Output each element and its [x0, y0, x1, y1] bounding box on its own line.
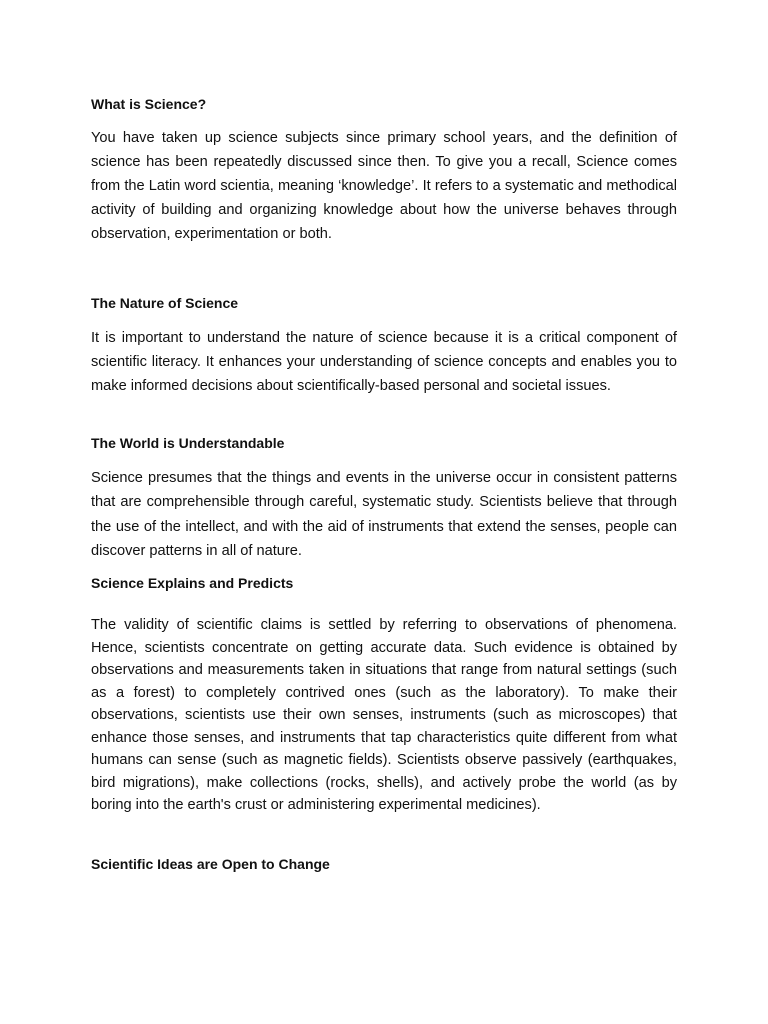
heading-what-is-science: What is Science? — [91, 96, 207, 112]
paragraph-science-explains-and-predicts: The validity of scientific claims is settled by referring to observations of phenomena. Hence, scientists concentrate on getting accurate data. Such evidence is obtained by observations and measurements taken in situations that range from natural settings (such as a forest) to completely contrived ones (such as the laboratory). To make their observations, scientists use their own senses, instruments (such as microscopes) that enhance those senses, and instruments that tap characteristics quite different from what humans can sense (such as magnetic fields). Scientists observe passively (earthquakes, bird migrations), make collections (rocks, shells), and actively probe the world (as by boring into the earth's crust or administering experimental medicines). — [91, 617, 677, 813]
heading-nature-of-science: The Nature of Science — [91, 295, 239, 311]
heading-world-is-understandable: The World is Understandable — [91, 435, 285, 451]
paragraph-world-is-understandable: Science presumes that the things and events in the universe occur in consistent patterns that are comprehensible through careful, systematic study. Scientists believe that through the use of the intellect, and with the aid of instruments that extend the senses, people can discover patterns in all of nature. — [91, 470, 677, 560]
heading-scientific-ideas-open-to-change: Scientific Ideas are Open to Change — [91, 856, 330, 872]
paragraph-what-is-science: You have taken up science subjects since primary school years, and the definition of science has been repeatedly discussed since then. To give you a recall, Science comes from the Latin word scientia, meaning ‘knowledge’. It refers to a systematic and methodical activity of building and organizing knowledge about how the universe behaves through observation, experimentation or both. — [91, 130, 677, 242]
heading-science-explains-and-predicts: Science Explains and Predicts — [91, 575, 294, 591]
paragraph-nature-of-science: It is important to understand the nature of science because it is a critical component of scientific literacy. It enhances your understanding of science concepts and enables you to make informed decisions about scientifically-based personal and societal issues. — [91, 330, 677, 395]
